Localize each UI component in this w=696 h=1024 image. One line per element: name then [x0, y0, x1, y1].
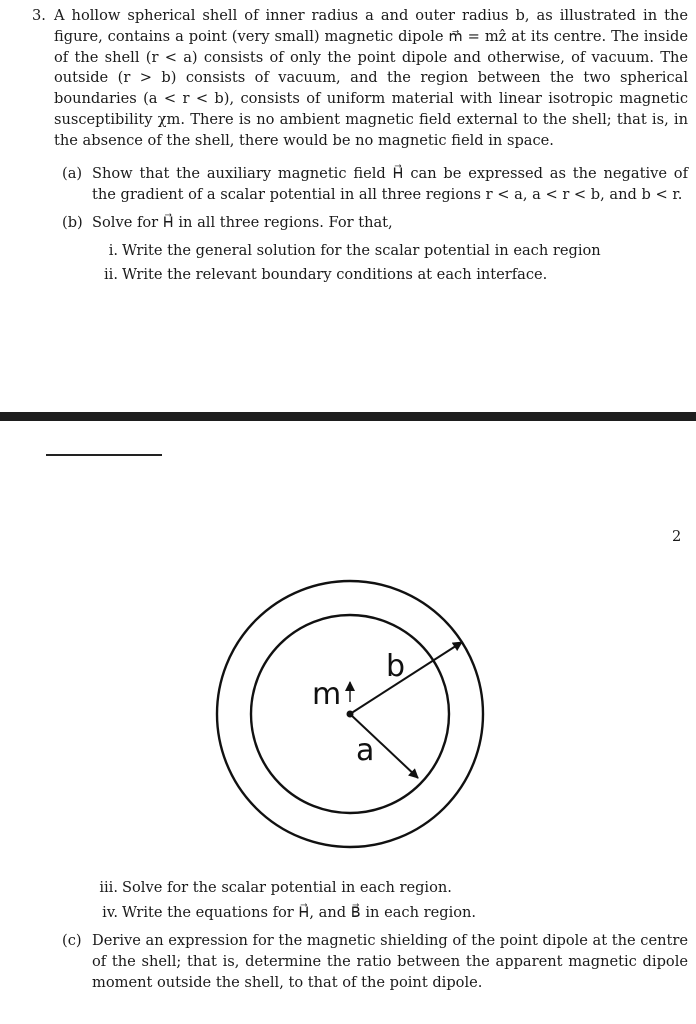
outer-radius-arrow	[350, 642, 462, 714]
outer-radius-label: b	[386, 649, 406, 684]
page-number: 2	[672, 528, 682, 545]
part-b-label: (b)	[62, 214, 83, 231]
item-label: ii.	[104, 266, 118, 283]
problem-number: 3.	[32, 7, 46, 24]
dipole-label: m	[312, 677, 342, 712]
problem-statement	[32, 6, 688, 152]
item-text: Solve for the scalar potential in each region.	[122, 879, 452, 896]
part-b	[62, 213, 688, 234]
part-b-item-iii	[96, 878, 686, 899]
problem-text: A hollow spherical shell of inner radius a and outer radius b, as illustrated in the figure, contains a point (very small) magnetic dipole m⃗ = mẑ at its centre. The inside of the shell (r < a) consists of only the point dipole and otherwise, of vacuum. The outside (r > b) consists of vacuum, and the region between the two spherical boundaries (a < r < b), consists of uniform material with linear isotropic magnetic susceptibility χm. There is no ambient magnetic field external to the shell; that is, in the absence of the shell, there would be no magnetic field in space.	[54, 7, 688, 149]
item-text: Write the general solution for the scalar potential in each region	[122, 242, 601, 259]
item-label: iii.	[99, 879, 118, 896]
part-b-item-i	[96, 241, 686, 262]
item-label: i.	[108, 242, 118, 259]
part-b-item-iv	[96, 903, 686, 924]
item-text: Write the equations for H⃗, and B⃗ in each region.	[122, 904, 477, 921]
short-horizontal-rule	[46, 454, 162, 456]
shell-diagram	[214, 578, 486, 850]
part-a-label: (a)	[62, 165, 83, 182]
part-a-text: Show that the auxiliary magnetic field H⃗ can be expressed as the negative of the gradient of a scalar potential in all three regions r < a, a < r < b, and b < r.	[92, 165, 688, 203]
part-c-text: Derive an expression for the magnetic shielding of the point dipole at the centre of the shell; that is, determine the ratio between the apparent magnetic dipole moment outside the shell, to that of the point dipole.	[92, 932, 688, 991]
spherical-shell-figure	[214, 578, 486, 850]
item-text: Write the relevant boundary conditions at each interface.	[122, 266, 548, 283]
part-c-label: (c)	[62, 932, 82, 949]
page-divider-bar	[0, 412, 696, 421]
part-c	[62, 931, 688, 993]
part-b-item-ii	[96, 265, 686, 286]
page-top-section	[0, 0, 696, 412]
part-a	[62, 164, 688, 206]
item-label: iv.	[102, 904, 118, 921]
inner-radius-label: a	[356, 733, 375, 768]
part-b-text: Solve for H⃗ in all three regions. For that,	[92, 214, 393, 231]
